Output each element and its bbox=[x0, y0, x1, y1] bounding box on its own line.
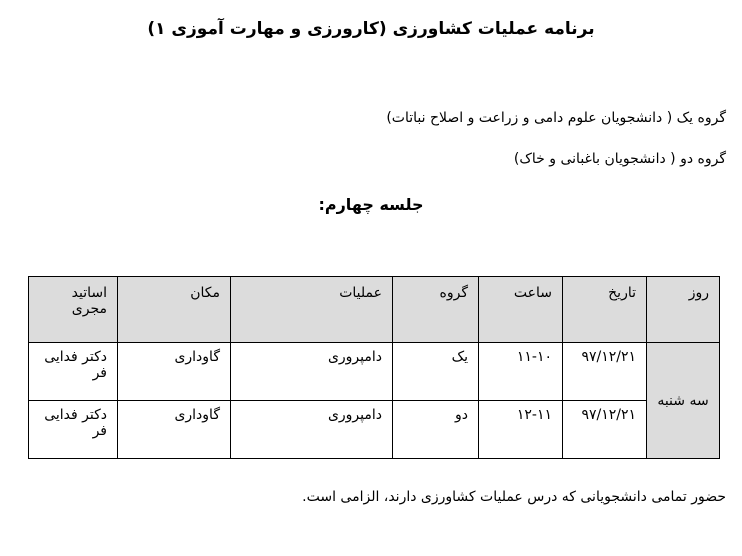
header-day: روز bbox=[647, 277, 720, 343]
table-header-row bbox=[29, 277, 720, 343]
group-cell: دو bbox=[393, 401, 479, 459]
table-row bbox=[29, 401, 720, 459]
group-cell: یک bbox=[393, 343, 479, 401]
group-one-description: گروه یک ( دانشجویان علوم دامی و زراعت و اصلاح نباتات) bbox=[386, 110, 726, 126]
header-date: تاریخ bbox=[563, 277, 647, 343]
time-cell: ۱۱-۱۰ bbox=[479, 343, 563, 401]
header-place: مکان bbox=[118, 277, 231, 343]
date-cell: ۹۷/۱۲/۲۱ bbox=[563, 343, 647, 401]
time-cell: ۱۲-۱۱ bbox=[479, 401, 563, 459]
attendance-note: حضور تمامی دانشجویانی که درس عملیات کشاورزی دارند، الزامی است. bbox=[302, 489, 726, 505]
header-instructors: اساتید مجری bbox=[29, 277, 118, 343]
operation-cell: دامپروری bbox=[231, 343, 393, 401]
table-row bbox=[29, 343, 720, 401]
header-group: گروه bbox=[393, 277, 479, 343]
date-cell: ۹۷/۱۲/۲۱ bbox=[563, 401, 647, 459]
schedule-table bbox=[28, 276, 720, 459]
day-cell: سه شنبه bbox=[647, 343, 720, 459]
group-two-description: گروه دو ( دانشجویان باغبانی و خاک) bbox=[513, 151, 726, 167]
instructor-cell: دکتر فدایی فر bbox=[29, 343, 118, 401]
header-operation: عملیات bbox=[231, 277, 393, 343]
operation-cell: دامپروری bbox=[231, 401, 393, 459]
instructor-cell: دکتر فدایی فر bbox=[29, 401, 118, 459]
place-cell: گاوداری bbox=[118, 401, 231, 459]
header-time: ساعت bbox=[479, 277, 563, 343]
session-heading: جلسه چهارم: bbox=[318, 195, 424, 214]
page-title: برنامه عملیات کشاورزی (کارورزی و مهارت آموزی ۱) bbox=[147, 19, 595, 39]
place-cell: گاوداری bbox=[118, 343, 231, 401]
